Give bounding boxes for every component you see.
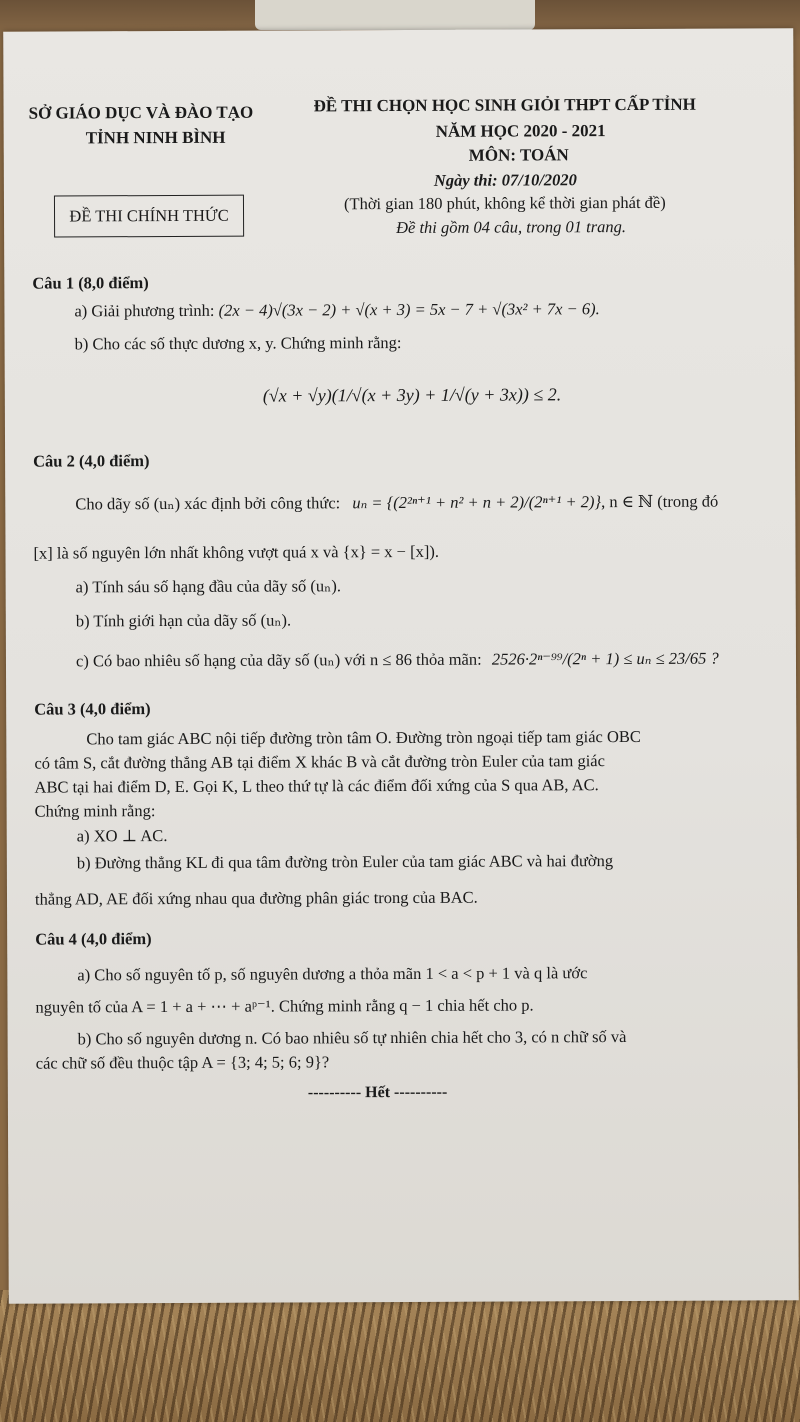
school-year: NĂM HỌC 2020 - 2021 bbox=[435, 121, 606, 141]
question-3a: a) XO ⊥ AC. bbox=[76, 826, 168, 846]
question-4a-line-2: nguyên tố của A = 1 + a + ⋯ + aᵖ⁻¹. Chứng minh rằng q − 1 chia hết cho p. bbox=[35, 995, 534, 1017]
exam-composition: Đề thi gồm 04 câu, trong 01 trang. bbox=[396, 217, 627, 238]
question-2-intro-text: Cho dãy số (uₙ) xác định bởi công thức: bbox=[75, 493, 341, 514]
question-3-title: Câu 3 (4,0 điểm) bbox=[34, 699, 151, 719]
question-2-formula: uₙ = {(2²ⁿ⁺¹ + n² + n + 2)/(2ⁿ⁺¹ + 2)} bbox=[352, 492, 602, 513]
woven-mat-background bbox=[0, 1290, 800, 1422]
end-marker: ---------- Hết ---------- bbox=[307, 1083, 448, 1102]
exam-paper bbox=[3, 28, 799, 1303]
question-1b-inequality: (√x + √y)(1/√(x + 3y) + 1/√(y + 3x)) ≤ 2. bbox=[262, 384, 562, 406]
question-2b: b) Tính giới hạn của dãy số (uₙ). bbox=[75, 610, 292, 631]
question-3b-line-2: thẳng AD, AE đối xứng nhau qua đường phân giác trong của BAC. bbox=[34, 887, 478, 909]
question-3-line-4: Chứng minh rằng: bbox=[34, 801, 156, 821]
question-4-title: Câu 4 (4,0 điểm) bbox=[35, 929, 152, 949]
question-2a: a) Tính sáu số hạng đầu của dãy số (uₙ). bbox=[75, 576, 341, 597]
question-1-title: Câu 1 (8,0 điểm) bbox=[32, 273, 149, 293]
question-1a bbox=[74, 299, 599, 321]
question-2c-inequality: 2526·2ⁿ⁻⁹⁹/(2ⁿ + 1) ≤ uₙ ≤ 23/65 ? bbox=[491, 648, 719, 669]
question-1a-equation: (2x − 4)√(3x − 2) + √(x + 3) = 5x − 7 + √(3x² + 7x − 6). bbox=[218, 299, 600, 320]
question-3b-line-1: b) Đường thẳng KL đi qua tâm đường tròn Euler của tam giác ABC và hai đường bbox=[76, 851, 614, 873]
department-name: SỞ GIÁO DỤC VÀ ĐÀO TẠO bbox=[28, 102, 254, 123]
question-4a-line-1: a) Cho số nguyên tố p, số nguyên dương a thỏa mãn 1 < a < p + 1 và q là ước bbox=[77, 963, 588, 985]
subject: MÔN: TOÁN bbox=[468, 145, 569, 165]
exam-date: Ngày thi: 07/10/2020 bbox=[433, 170, 577, 190]
question-4b-line-2: các chữ số đều thuộc tập A = {3; 4; 5; 6; 9}? bbox=[35, 1052, 330, 1073]
question-1a-label: a) Giải phương trình: bbox=[74, 300, 215, 321]
question-2-intro bbox=[75, 492, 718, 515]
question-3-line-1: Cho tam giác ABC nội tiếp đường tròn tâm O. Đường tròn ngoại tiếp tam giác OBC bbox=[86, 726, 641, 749]
official-exam-badge: ĐỀ THI CHÍNH THỨC bbox=[54, 195, 244, 238]
question-1b-text: b) Cho các số thực dương x, y. Chứng minh rằng: bbox=[74, 332, 402, 354]
province-name: TỈNH NINH BÌNH bbox=[85, 127, 226, 148]
exam-title: ĐỀ THI CHỌN HỌC SINH GIỎI THPT CẤP TỈNH bbox=[313, 94, 696, 116]
question-3-line-2: có tâm S, cắt đường thẳng AB tại điểm X khác B và cắt đường tròn Euler của tam giác bbox=[34, 751, 605, 773]
question-4b-line-1: b) Cho số nguyên dương n. Có bao nhiêu số tự nhiên chia hết cho 3, có n chữ số và bbox=[77, 1027, 627, 1049]
question-2-note: [x] là số nguyên lớn nhất không vượt quá x và {x} = x − [x]). bbox=[33, 541, 439, 563]
folder-tab bbox=[255, 0, 535, 30]
question-2-domain: , n ∈ ℕ (trong đó bbox=[601, 491, 719, 512]
question-3-line-3: ABC tại hai điểm D, E. Gọi K, L theo thứ tự là các điểm đối xứng của S qua AB, AC. bbox=[34, 775, 599, 797]
exam-duration: (Thời gian 180 phút, không kể thời gian phát đề) bbox=[343, 192, 666, 214]
question-2c-text: c) Có bao nhiêu số hạng của dãy số (uₙ) với n ≤ 86 thỏa mãn: bbox=[75, 649, 482, 671]
question-2-title: Câu 2 (4,0 điểm) bbox=[33, 451, 150, 471]
question-2c bbox=[76, 649, 719, 672]
